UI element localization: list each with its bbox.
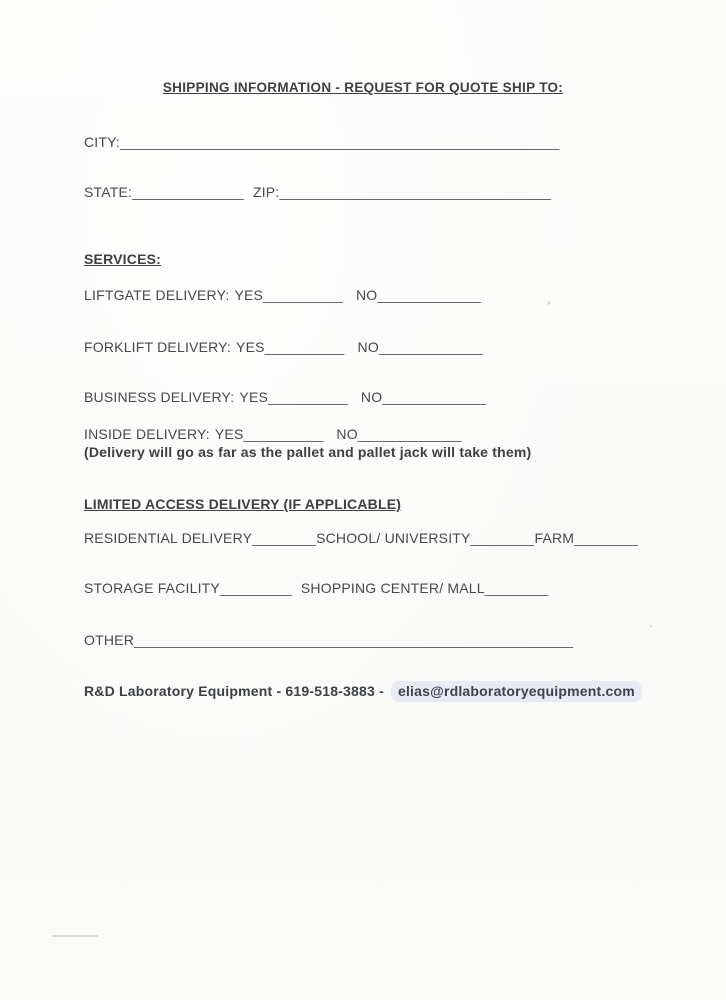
forklift-delivery-row (84, 339, 483, 357)
scan-speck (650, 625, 652, 627)
inside-no-blank-line: _____________ (357, 426, 462, 442)
city-field-row (84, 134, 559, 152)
business-no-label: NO (360, 389, 383, 405)
zip-blank-line: __________________________________ (279, 184, 551, 200)
city-blank-line: _______________________________________________________ (120, 134, 560, 150)
zip-label: ZIP: (252, 184, 280, 200)
limited-access-heading: LIMITED ACCESS DELIVERY (IF APPLICABLE) (84, 496, 402, 512)
liftgate-yes-blank-line: __________ (263, 287, 343, 303)
services-heading: SERVICES: (84, 251, 162, 267)
inside-yes-blank-line: __________ (243, 426, 324, 442)
business-yes-blank-line: __________ (268, 389, 348, 405)
city-label: CITY: (84, 134, 121, 150)
business-no-blank-line: _____________ (382, 389, 487, 405)
inside-delivery-row (84, 426, 462, 444)
farm-label: FARM (534, 530, 575, 546)
business-yes-label: YES (239, 389, 269, 405)
other-field-row (84, 632, 573, 650)
other-blank-line: _______________________________________________________ (134, 632, 574, 648)
forklift-delivery-label: FORKLIFT DELIVERY: (84, 339, 232, 355)
forklift-yes-label: YES (236, 339, 265, 355)
farm-blank-line: ________ (574, 530, 639, 546)
forklift-yes-blank-line: __________ (264, 339, 345, 355)
business-delivery-row (84, 389, 486, 407)
school-blank-line: ________ (470, 530, 535, 546)
school-university-label: SCHOOL/ UNIVERSITY (316, 530, 471, 546)
storage-blank-line: _________ (219, 580, 292, 596)
scan-smudge (52, 935, 98, 937)
inside-delivery-label: INSIDE DELIVERY: (84, 426, 210, 442)
contact-email: elias@rdlaboratoryequipment.com (391, 681, 642, 702)
liftgate-delivery-row (84, 287, 481, 305)
forklift-no-blank-line: _____________ (378, 339, 483, 355)
inside-yes-label: YES (214, 426, 244, 442)
page-title: SHIPPING INFORMATION - REQUEST FOR QUOTE SHIP TO: (162, 80, 564, 95)
storage-mall-row (84, 580, 549, 598)
storage-facility-label: STORAGE FACILITY (84, 580, 220, 596)
shopping-center-mall-label: SHOPPING CENTER/ MALL (300, 580, 485, 596)
liftgate-no-blank-line: _____________ (377, 287, 482, 303)
residential-school-farm-row (84, 530, 638, 548)
inside-delivery-note: (Delivery will go as far as the pallet and pallet jack will take them) (84, 444, 532, 460)
state-label: STATE: (84, 184, 133, 200)
mall-blank-line: ________ (484, 580, 549, 596)
state-zip-field-row (84, 184, 551, 202)
inside-no-label: NO (336, 426, 358, 442)
state-blank-line: ______________ (132, 184, 244, 200)
liftgate-yes-label: YES (234, 287, 264, 303)
other-label: OTHER (84, 632, 134, 648)
footer-contact-row (84, 683, 642, 701)
residential-blank-line: ________ (252, 530, 317, 546)
residential-delivery-label: RESIDENTIAL DELIVERY (84, 530, 253, 546)
business-delivery-label: BUSINESS DELIVERY: (84, 389, 235, 405)
liftgate-delivery-label: LIFTGATE DELIVERY: (84, 287, 230, 303)
liftgate-no-label: NO (355, 287, 378, 303)
scan-speck (547, 301, 550, 305)
company-name-phone: R&D Laboratory Equipment - 619-518-3883 - (84, 683, 384, 699)
forklift-no-label: NO (357, 339, 379, 355)
